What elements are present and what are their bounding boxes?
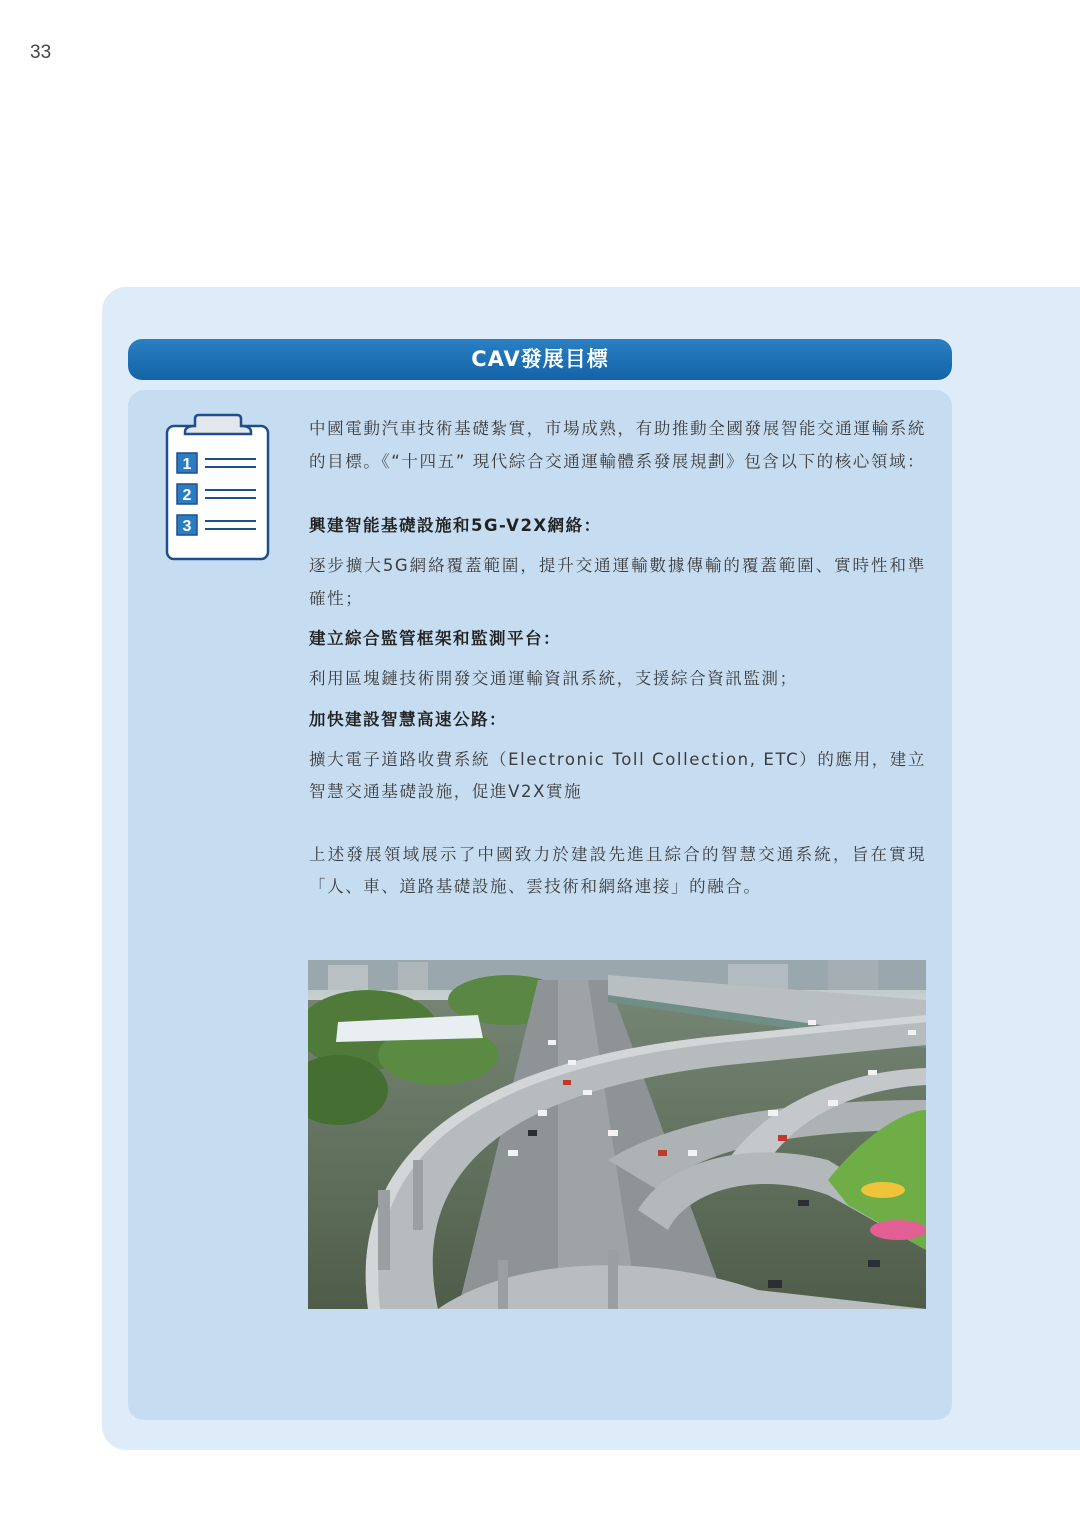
checklist-number-3: 3 (182, 518, 192, 535)
clipboard-checklist-icon (163, 412, 273, 562)
area-heading-infrastructure: 興建智能基礎設施和5G-V2X網絡： (309, 516, 602, 535)
area-body-monitoring: 利用區塊鏈技術開發交通運輸資訊系統，支援綜合資訊監測； (309, 669, 798, 688)
page-number: 33 (30, 42, 52, 63)
checklist-number-2: 2 (182, 487, 192, 504)
content-body (309, 413, 926, 904)
area-heading-highway: 加快建設智慧高速公路： (309, 709, 507, 729)
section-title: CAV發展目標 (128, 339, 952, 380)
conclusion-paragraph: 上述發展領域展示了中國致力於建設先進且綜合的智慧交通系統，旨在實現「人、車、道路基礎設施、雲技術和網絡連接」的融合。 (309, 844, 926, 896)
intro-paragraph: 中國電動汽車技術基礎紮實，市場成熟，有助推動全國發展智能交通運輸系統的目標。《“十四五” 現代綜合交通運輸體系發展規劃》包含以下的核心領域： (309, 419, 926, 471)
checklist-number-1: 1 (182, 456, 192, 473)
area-body-infrastructure: 逐步擴大5G網絡覆蓋範圍，提升交通運輸數據傳輸的覆蓋範圍、實時性和準確性； (309, 556, 926, 608)
highway-interchange-photo (308, 960, 926, 1309)
area-heading-monitoring: 建立綜合監管框架和監測平台： (309, 629, 561, 648)
area-body-highway: 擴大電子道路收費系統（Electronic Toll Collection, ETC）的應用，建立智慧交通基礎設施，促進V2X實施 (309, 749, 926, 801)
